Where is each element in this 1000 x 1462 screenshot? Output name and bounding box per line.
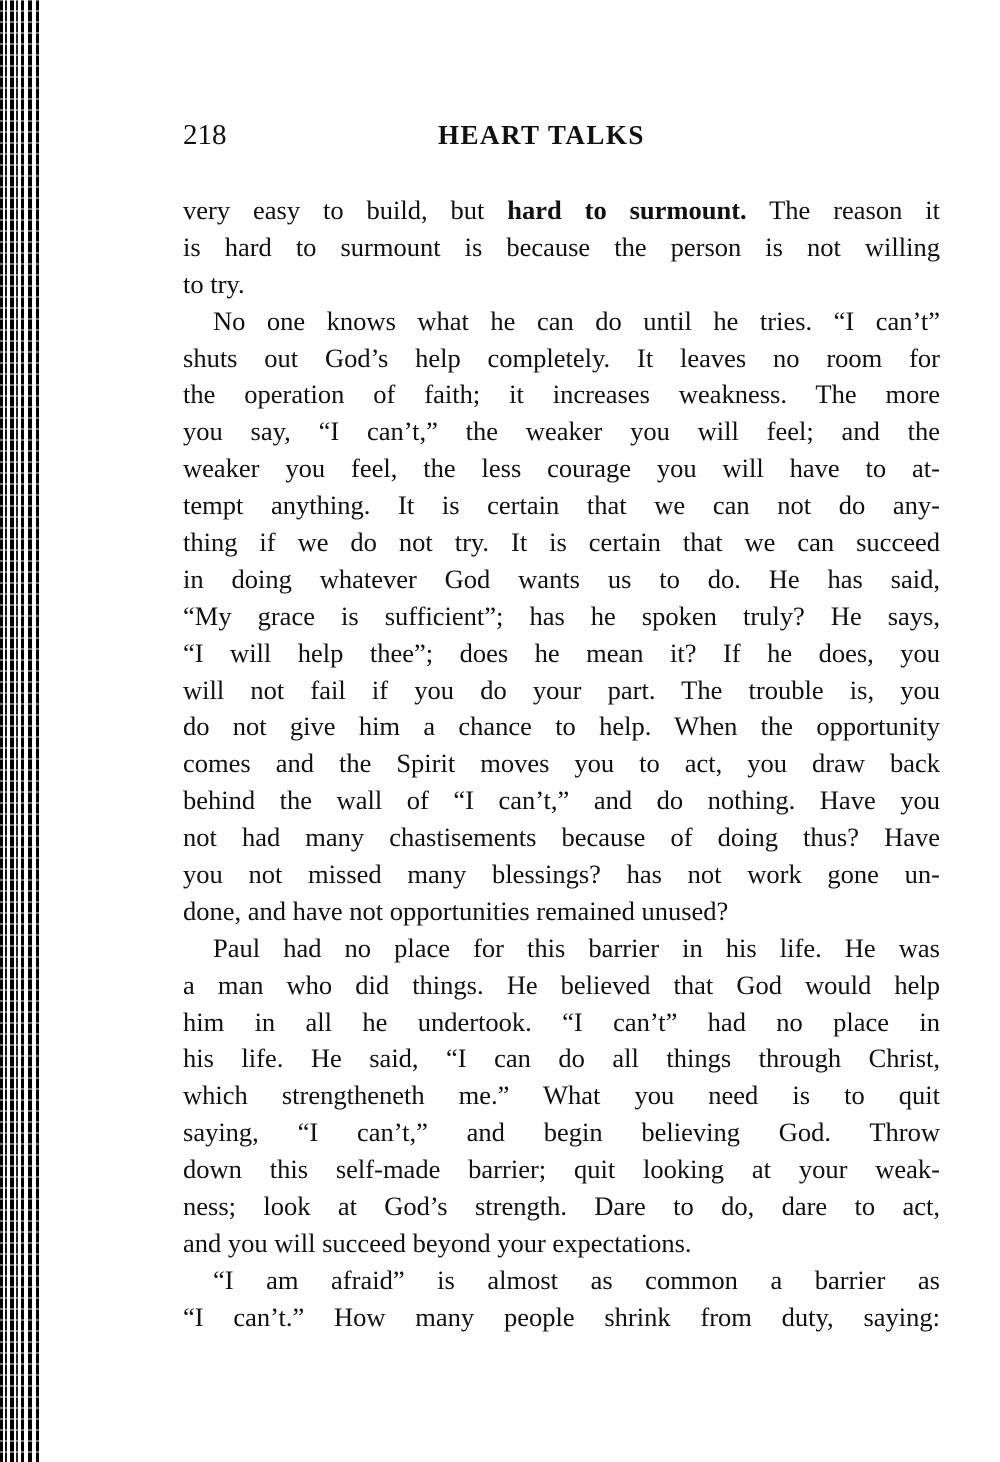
- text-line: you not missed many blessings? has not work gone un-: [183, 859, 940, 890]
- text-line: in doing whatever God wants us to do. He has said,: [183, 563, 940, 594]
- paragraph-4: [183, 1262, 940, 1336]
- text-line: “I will help thee”; does he mean it? If he does, you: [183, 637, 940, 668]
- text-line: and you will succeed beyond your expectations.: [183, 1227, 692, 1258]
- text-line: “I am afraid” is almost as common a barrier as: [213, 1264, 940, 1295]
- running-head: [183, 115, 943, 155]
- page-number: 218: [183, 119, 227, 151]
- text-line: a man who did things. He believed that God would help: [183, 969, 940, 1000]
- text-line: No one knows what he can do until he tries. “I can’t”: [213, 305, 940, 336]
- text-line: weaker you feel, the less courage you will have to at-: [183, 453, 940, 484]
- text-line: his life. He said, “I can do all things through Christ,: [183, 1043, 940, 1074]
- text-line: very easy to build, but hard to surmount. The reason it: [183, 195, 940, 225]
- text-line: shuts out God’s help completely. It leaves no room for: [183, 342, 940, 373]
- running-title: HEART TALKS: [438, 120, 645, 150]
- text-line: not had many chastisements because of doing thus? Have: [183, 822, 940, 853]
- text-line: the operation of faith; it increases weakness. The more: [183, 379, 940, 410]
- text-line: done, and have not opportunities remained unused?: [183, 895, 729, 926]
- text-line: ness; look at God’s strength. Dare to do, dare to act,: [183, 1191, 940, 1222]
- text-line: is hard to surmount is because the person is not willing: [183, 231, 940, 262]
- book-binding-edge: [0, 0, 44, 1462]
- body-text: [183, 192, 940, 1336]
- text-line: down this self-made barrier; quit looking at your weak-: [183, 1154, 940, 1185]
- text-line: behind the wall of “I can’t,” and do nothing. Have you: [183, 785, 940, 816]
- text-line: Paul had no place for this barrier in his life. He was: [213, 932, 940, 963]
- text-line: which strengtheneth me.” What you need is to quit: [183, 1080, 940, 1111]
- paragraph-3: [183, 930, 940, 1262]
- text-line: “I can’t.” How many people shrink from duty, saying:: [183, 1301, 940, 1332]
- text-line: you say, “I can’t,” the weaker you will feel; and the: [183, 416, 940, 447]
- paragraph-2: [183, 303, 940, 930]
- text-line: him in all he undertook. “I can’t” had no place in: [183, 1006, 940, 1037]
- text-line: “My grace is sufficient”; has he spoken truly? He says,: [183, 600, 940, 631]
- text-line: will not fail if you do your part. The trouble is, you: [183, 674, 940, 705]
- text-line: comes and the Spirit moves you to act, you draw back: [183, 748, 940, 779]
- text-line: thing if we do not try. It is certain that we can succeed: [183, 527, 940, 558]
- paragraph-1: [183, 192, 940, 303]
- text-line: do not give him a chance to help. When the opportunity: [183, 711, 940, 742]
- text-line: saying, “I can’t,” and begin believing God. Throw: [183, 1117, 940, 1148]
- emphasis-text: hard to surmount.: [507, 195, 747, 225]
- text-line: to try.: [183, 268, 245, 299]
- text-line: tempt anything. It is certain that we can not do any-: [183, 490, 940, 521]
